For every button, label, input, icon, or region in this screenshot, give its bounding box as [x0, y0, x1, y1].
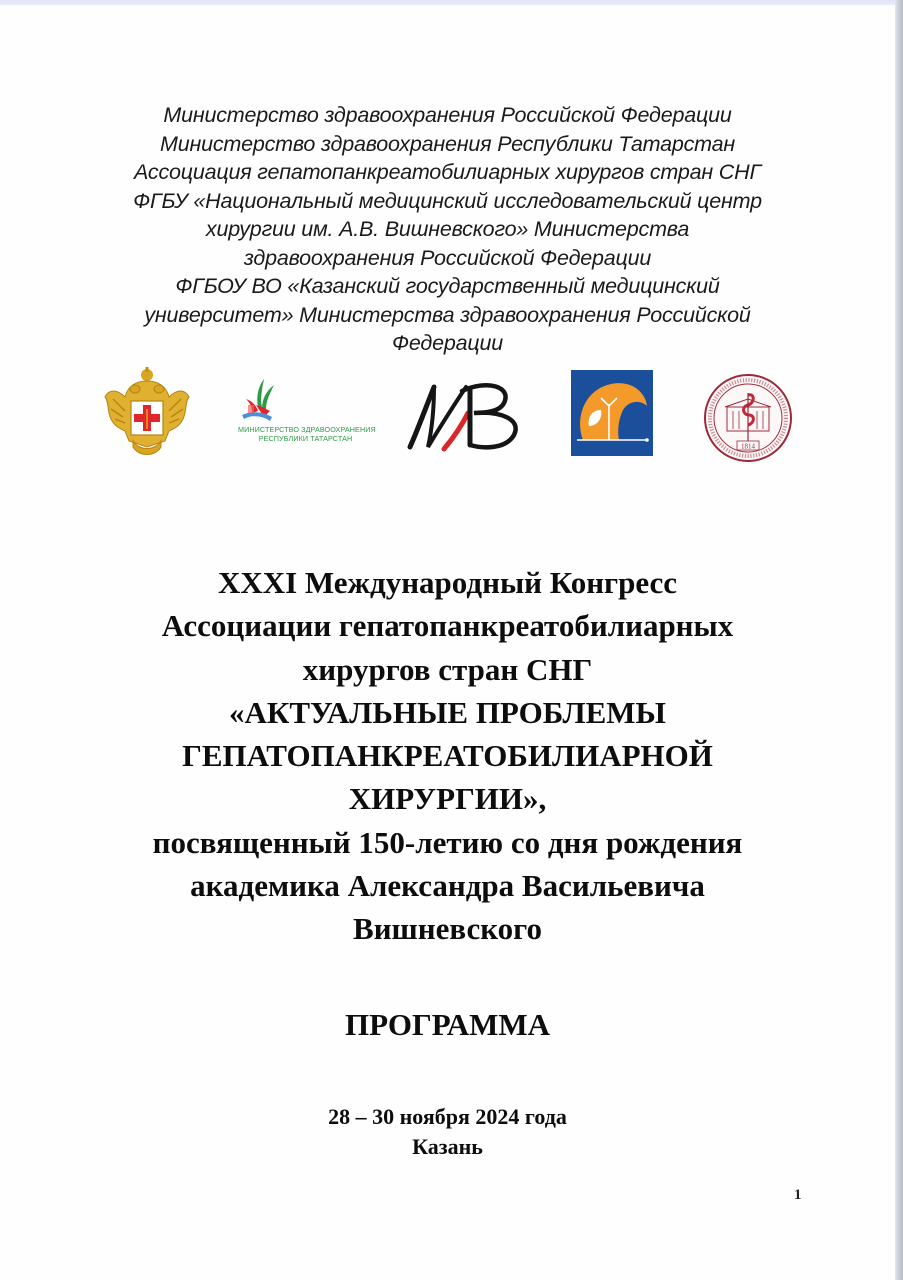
title-line: «АКТУАЛЬНЫЕ ПРОБЛЕМЫ: [228, 694, 666, 730]
congress-title: [0, 561, 895, 951]
organizer-line: здравоохранения Российской Федерации: [243, 245, 652, 270]
vertical-scrollbar[interactable]: [895, 0, 903, 1280]
event-city: Казань: [412, 1134, 483, 1159]
program-heading: ПРОГРАММА: [345, 1007, 550, 1042]
vishnevsky-monogram-icon: [404, 379, 528, 455]
hpb-association-logo-icon: [571, 370, 653, 456]
event-date-place: [0, 1102, 895, 1162]
organizer-line: ФГБУ «Национальный медицинский исследовательский центр: [133, 188, 762, 213]
title-line: Ассоциации гепатопанкреатобилиарных: [161, 608, 734, 644]
title-line: Вишневского: [353, 911, 542, 947]
title-line: академика Александра Васильевича: [190, 868, 705, 904]
tatarstan-emblem-icon: [238, 377, 278, 425]
organizer-line: хирургии им. А.В. Вишневского» Министерства: [205, 217, 690, 241]
kazan-university-seal-icon: [703, 373, 793, 463]
title-line: ГЕПАТОПАНКРЕАТОБИЛИАРНОЙ: [182, 738, 713, 774]
organizer-line: ФГБОУ ВО «Казанский государственный медицинский: [175, 274, 720, 298]
document-page: [0, 5, 895, 1280]
organizer-line: Федерации: [392, 331, 503, 355]
title-line: ХИРУРГИИ»,: [348, 781, 547, 817]
minzdrav-rt-logo: [238, 377, 376, 443]
logos-row: [0, 365, 895, 465]
organizer-line: Ассоциация гепатопанкреатобилиарных хирургов стран СНГ: [134, 160, 761, 184]
title-line: хирургов стран СНГ: [302, 651, 593, 687]
organizer-line: Министерство здравоохранения Российской Федерации: [163, 103, 732, 127]
organizers-block: [0, 101, 895, 358]
svg-text:1814: 1814: [741, 442, 755, 451]
page-number: 1: [794, 1187, 802, 1203]
event-dates: 28 – 30 ноября 2024 года: [328, 1104, 567, 1129]
title-line: посвященный 150-летию со дня рождения: [152, 824, 743, 860]
organizer-line: университет» Министерства здравоохранения Российской: [144, 302, 751, 327]
title-line: XXXI Международный Конгресс: [217, 565, 678, 600]
minzdrav-rt-caption: МИНИСТЕРСТВО ЗДРАВООХРАНЕНИЯ РЕСПУБЛИКИ ТАТАРСТАН: [238, 425, 376, 443]
minzdrav-rf-eagle-icon: [103, 367, 191, 459]
organizer-line: Министерство здравоохранения Республики Татарстан: [159, 131, 736, 156]
